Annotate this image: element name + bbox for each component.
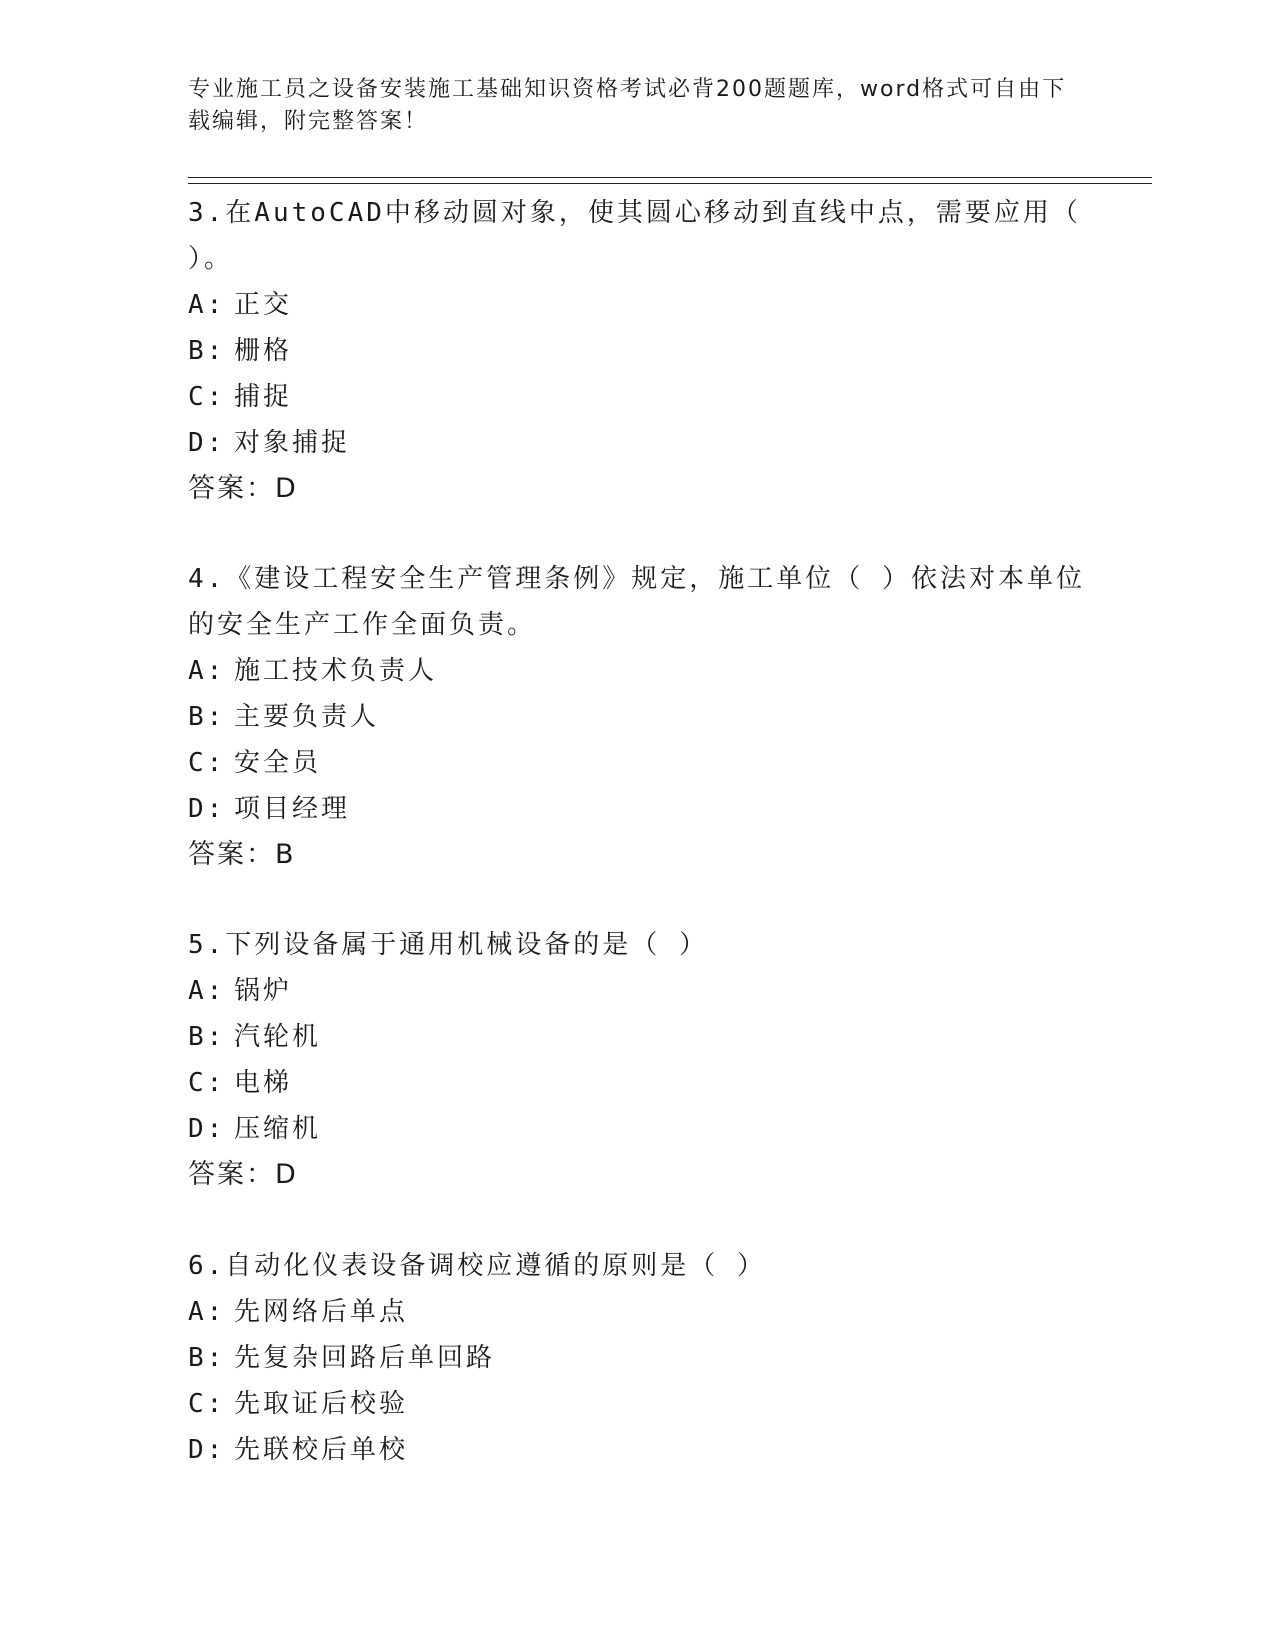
header-divider-bottom <box>188 183 1152 184</box>
answer-line: 答案：B <box>188 839 296 870</box>
option-text: 先网络后单点 <box>234 1297 409 1327</box>
option-d <box>188 420 1088 466</box>
option-letter: B: <box>188 702 226 732</box>
option-letter: B: <box>188 336 226 366</box>
option-letter: C: <box>188 748 226 778</box>
option-d <box>188 786 1088 832</box>
option-a <box>188 968 1088 1014</box>
option-letter: A: <box>188 1297 226 1327</box>
question-stem: 5.下列设备属于通用机械设备的是（ ） <box>188 930 708 960</box>
option-b <box>188 694 1088 740</box>
option-letter: A: <box>188 656 226 686</box>
question-5 <box>188 922 1088 1198</box>
option-letter: C: <box>188 382 226 412</box>
option-b <box>188 328 1088 374</box>
option-letter: C: <box>188 1068 226 1098</box>
option-letter: B: <box>188 1022 226 1052</box>
question-stem: 6.自动化仪表设备调校应遵循的原则是（ ） <box>188 1251 766 1281</box>
option-d <box>188 1106 1088 1152</box>
option-text: 锅炉 <box>234 976 293 1006</box>
option-text: 正交 <box>234 290 293 320</box>
option-text: 电梯 <box>234 1068 293 1098</box>
question-4 <box>188 556 1088 878</box>
option-a <box>188 648 1088 694</box>
option-c <box>188 374 1088 420</box>
option-text: 项目经理 <box>234 794 351 824</box>
option-text: 施工技术负责人 <box>234 656 438 686</box>
option-text: 压缩机 <box>234 1114 322 1144</box>
document-header: 专业施工员之设备安装施工基础知识资格考试必背200题题库，word格式可自由下载编辑，附完整答案！ <box>188 77 1067 134</box>
option-c <box>188 740 1088 786</box>
option-letter: B: <box>188 1343 226 1373</box>
option-text: 对象捕捉 <box>234 428 351 458</box>
question-6 <box>188 1243 1088 1473</box>
option-b <box>188 1335 1088 1381</box>
question-stem: 4.《建设工程安全生产管理条例》规定，施工单位（ ）依法对本单位的安全生产工作全面负责。 <box>188 564 1085 640</box>
option-letter: A: <box>188 976 226 1006</box>
answer-line: 答案：D <box>188 473 298 504</box>
question-3 <box>188 190 1088 512</box>
option-text: 主要负责人 <box>234 702 380 732</box>
option-text: 捕捉 <box>234 382 293 412</box>
option-letter: C: <box>188 1389 226 1419</box>
option-text: 先复杂回路后单回路 <box>234 1343 496 1373</box>
option-text: 安全员 <box>234 748 322 778</box>
header-divider-top <box>188 177 1152 178</box>
option-a <box>188 1289 1088 1335</box>
option-letter: D: <box>188 794 226 824</box>
option-c <box>188 1381 1088 1427</box>
option-text: 汽轮机 <box>234 1022 322 1052</box>
option-letter: D: <box>188 428 226 458</box>
option-letter: D: <box>188 1435 226 1465</box>
question-stem: 3.在AutoCAD中移动圆对象，使其圆心移动到直线中点，需要应用（ ）。 <box>188 198 1081 274</box>
option-b <box>188 1014 1088 1060</box>
option-letter: A: <box>188 290 226 320</box>
option-c <box>188 1060 1088 1106</box>
option-text: 先联校后单校 <box>234 1435 409 1465</box>
option-text: 栅格 <box>234 336 293 366</box>
option-d <box>188 1427 1088 1473</box>
option-a <box>188 282 1088 328</box>
option-text: 先取证后校验 <box>234 1389 409 1419</box>
answer-line: 答案：D <box>188 1159 298 1190</box>
option-letter: D: <box>188 1114 226 1144</box>
